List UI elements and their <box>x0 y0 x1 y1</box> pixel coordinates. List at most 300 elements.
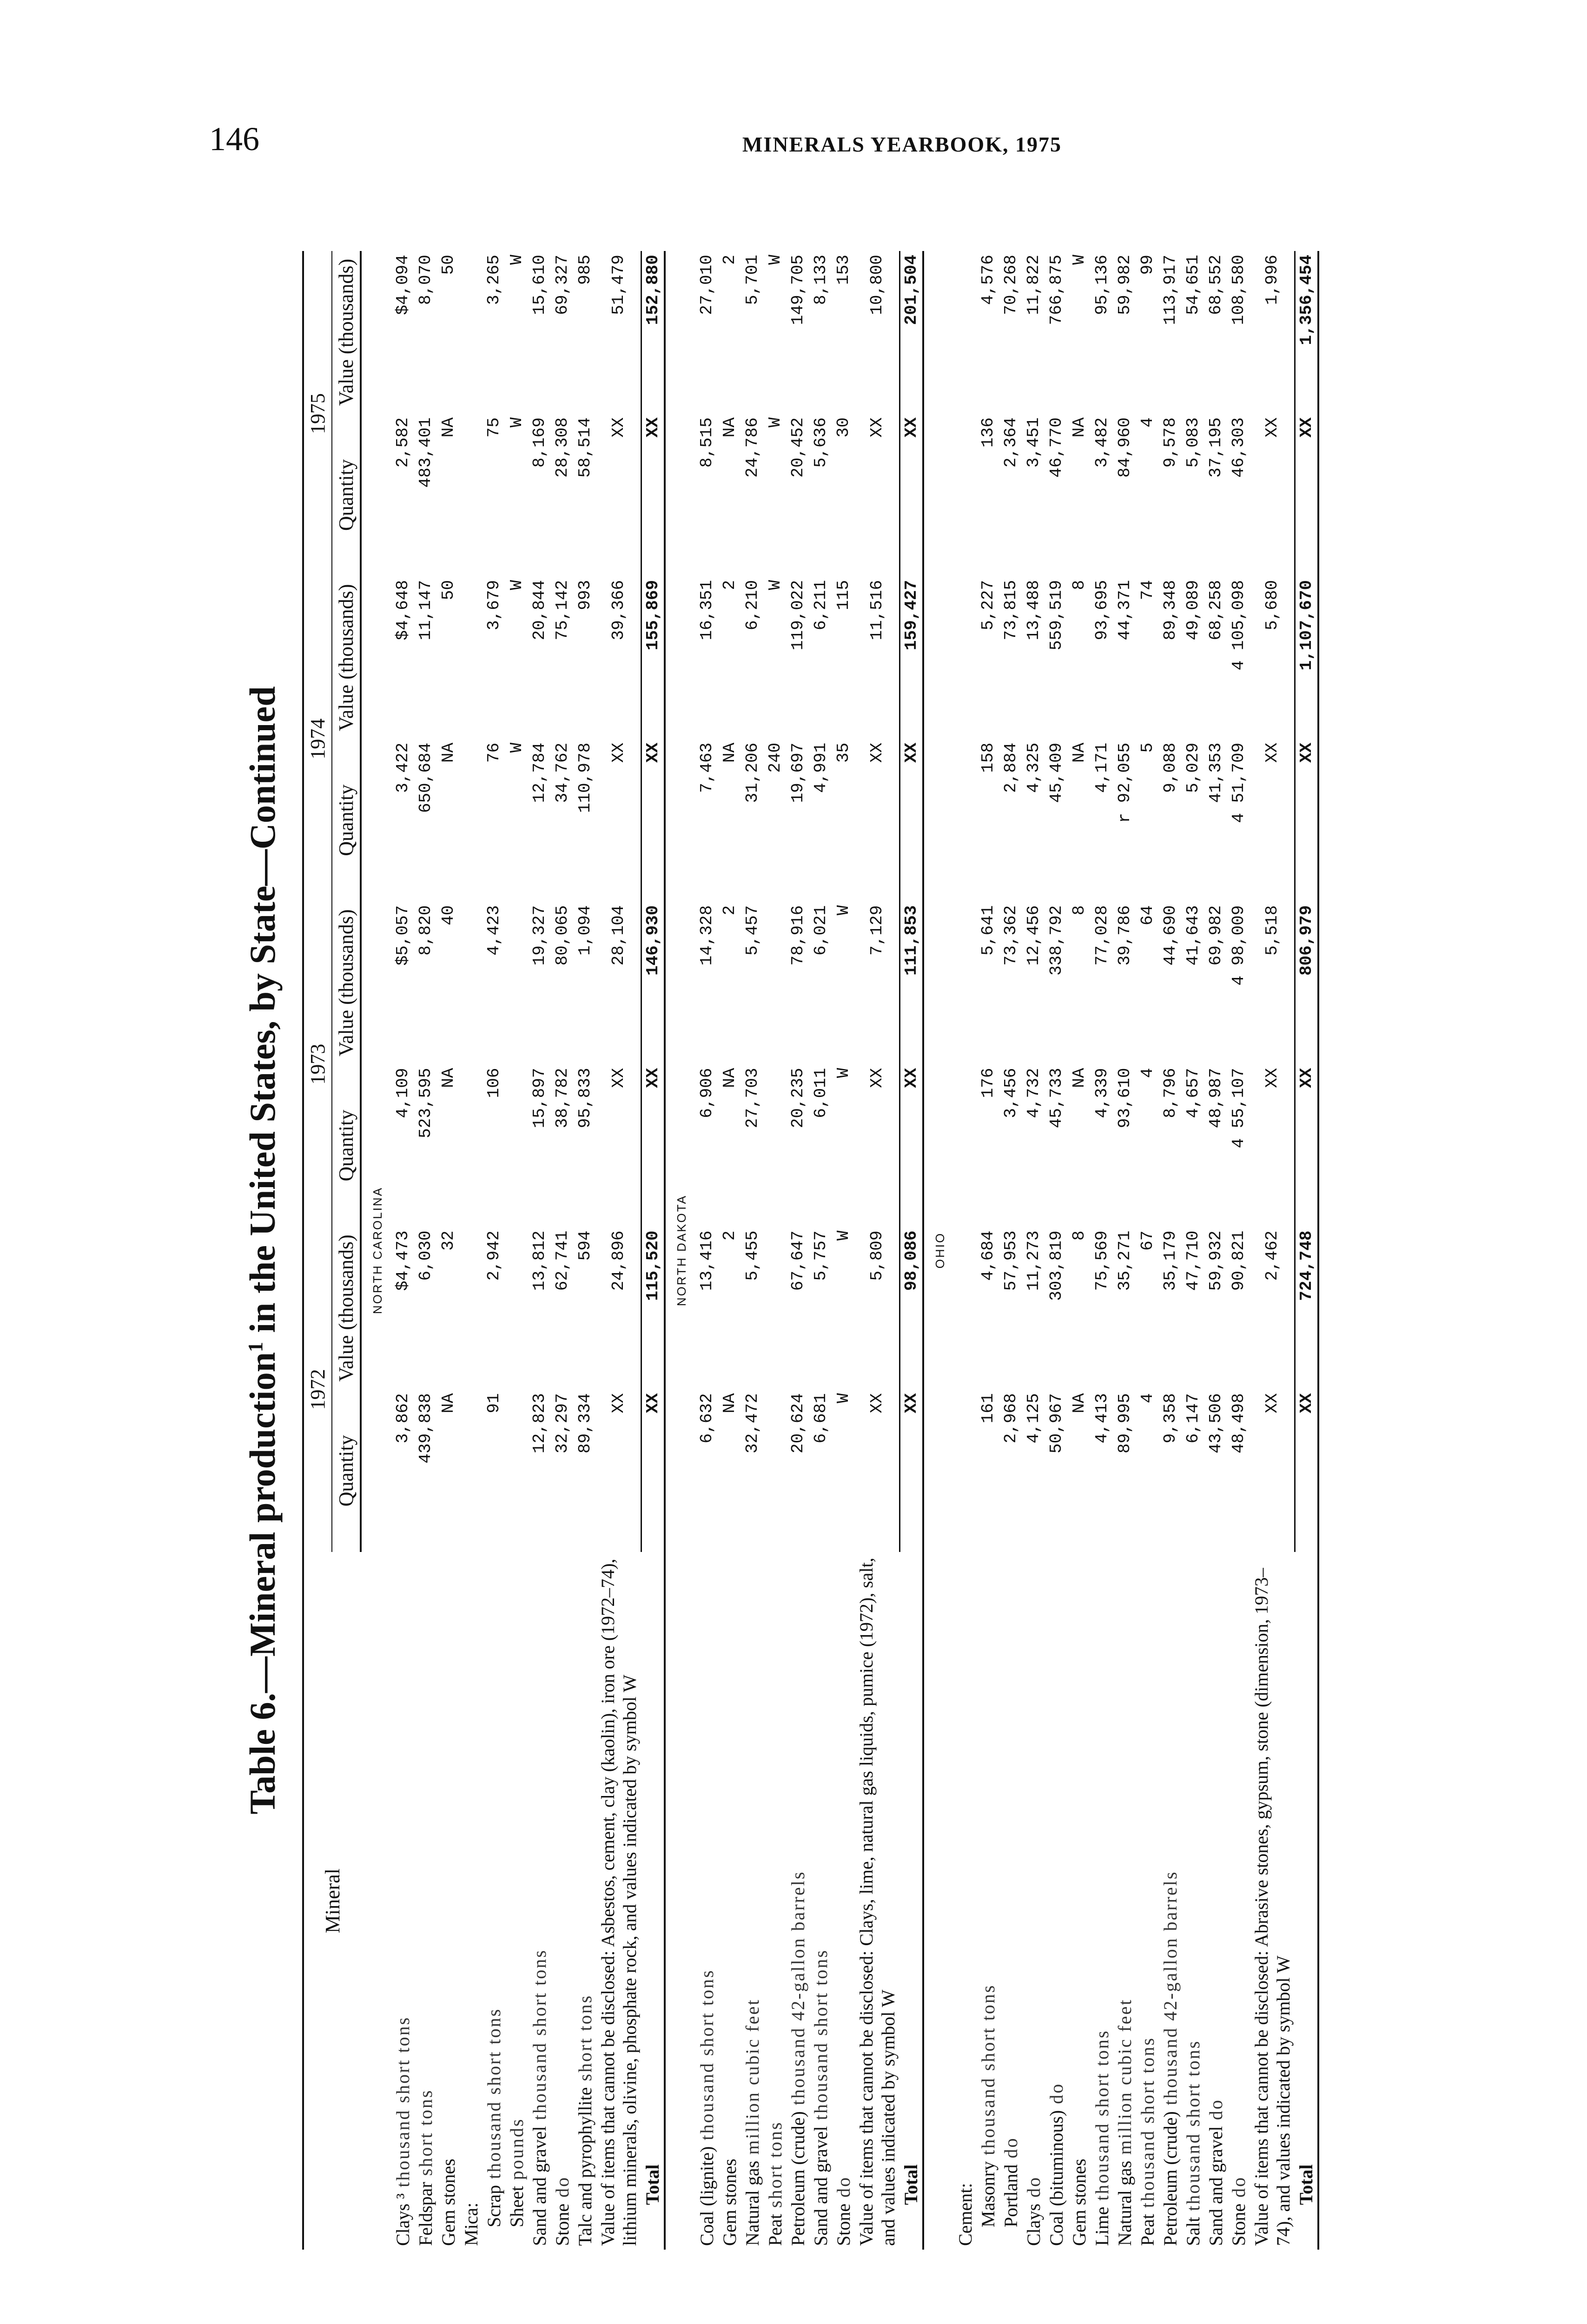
quantity-cell: 240 <box>766 742 785 773</box>
mineral-label <box>1227 1552 1250 2250</box>
mineral-label <box>899 1552 923 2250</box>
value-cell: 303,819 <box>1047 1230 1066 1301</box>
mineral-name: Feldspar <box>415 2182 436 2246</box>
quantity-cell: 4,657 <box>1184 1068 1203 1118</box>
quantity-cell: 20,624 <box>788 1393 807 1453</box>
quantity-cell: 91 <box>484 1393 503 1413</box>
quantity-cell: 161 <box>979 1393 998 1424</box>
quantity-cell <box>460 739 483 902</box>
value-cell: 6,030 <box>416 1230 435 1281</box>
quantity-cell: NA <box>439 417 458 438</box>
quantity-cell: 4,109 <box>393 1068 412 1118</box>
mineral-label <box>954 1552 977 2250</box>
value-cell: W <box>766 580 785 590</box>
mineral-name: Sand and gravel <box>1205 2126 1226 2246</box>
mineral-name: Stone <box>833 2203 854 2246</box>
table-row <box>1113 251 1136 2250</box>
mineral-name: Portland <box>1000 2164 1021 2227</box>
value-cell: 4 105,098 <box>1229 580 1248 671</box>
quantity-cell: 5,029 <box>1184 742 1203 793</box>
value-cell: W <box>507 255 526 265</box>
table-row <box>764 251 787 2250</box>
value-cell: 39,366 <box>608 580 628 640</box>
value-cell: 57,953 <box>1001 1230 1020 1291</box>
quantity-cell <box>954 414 977 576</box>
quantity-cell: 4 <box>1138 1068 1157 1078</box>
quantity-cell: 34,762 <box>553 742 572 803</box>
mineral-name: Sheet <box>506 2186 527 2227</box>
value-cell: 54,651 <box>1184 255 1203 315</box>
quantity-cell: XX <box>1262 1393 1282 1413</box>
value-cell: 19,327 <box>530 905 549 966</box>
quantity-cell: 95,833 <box>575 1068 595 1129</box>
value-cell: 159,427 <box>899 576 923 739</box>
caption-pre: Table 6.—Mineral production <box>242 1352 283 1815</box>
quantity-cell: 5,083 <box>1184 417 1203 468</box>
mineral-name: Lime <box>1091 2206 1112 2246</box>
quantity-cell: 12,823 <box>530 1393 549 1453</box>
quantity-cell: 46,303 <box>1229 417 1248 478</box>
column-header-value: Value (thousands) <box>332 576 361 739</box>
mineral-label <box>1204 1552 1227 2250</box>
mineral-label <box>414 1552 437 2250</box>
mineral-label <box>1182 1552 1204 2250</box>
value-cell: 2,942 <box>484 1230 503 1281</box>
quantity-cell: NA <box>1070 1393 1089 1413</box>
quantity-cell: 110,978 <box>575 742 595 813</box>
unit-label: thousand short tons <box>392 2016 413 2193</box>
quantity-cell: W <box>834 1393 853 1403</box>
value-cell: 73,815 <box>1001 580 1020 640</box>
value-cell: 8,070 <box>416 255 435 305</box>
value-cell: 149,705 <box>788 255 807 325</box>
caption-footnote-mark: 1 <box>244 1342 267 1353</box>
mineral-name: Total <box>642 2164 663 2205</box>
quantity-cell: r 92,055 <box>1115 742 1134 823</box>
table-row <box>1136 251 1159 2250</box>
quantity-cell: W <box>766 417 785 428</box>
mineral-name: Natural gas <box>1114 2160 1135 2246</box>
quantity-cell: 4,339 <box>1092 1068 1111 1118</box>
quantity-cell: 2,582 <box>393 417 412 468</box>
quantity-cell: 31,206 <box>743 742 762 803</box>
quantity-cell: 4 <box>1138 417 1157 428</box>
value-cell: 14,328 <box>697 905 716 966</box>
value-cell: 806,979 <box>1295 902 1318 1064</box>
mineral-name: Talc and pyrophyllite <box>575 2087 595 2246</box>
quantity-cell: NA <box>439 742 458 763</box>
mineral-name: Petroleum (crude) <box>1160 2111 1181 2246</box>
quantity-cell: NA <box>1070 417 1089 438</box>
value-cell: 1,094 <box>575 905 595 956</box>
mineral-label <box>1250 1552 1295 2250</box>
unit-label: pounds <box>506 2118 527 2186</box>
unit-label: thousand short tons <box>1091 2029 1112 2207</box>
value-cell: 41,643 <box>1184 905 1203 966</box>
quantity-cell: 6,011 <box>811 1068 830 1118</box>
state-heading-row <box>665 251 695 2250</box>
mineral-label <box>1022 1552 1045 2250</box>
value-cell: 559,519 <box>1047 580 1066 651</box>
mineral-name: Total <box>1296 2164 1316 2205</box>
value-cell <box>505 1227 528 1389</box>
column-header-value: Value (thousands) <box>332 902 361 1064</box>
quantity-cell: 37,195 <box>1206 417 1225 478</box>
table-caption <box>242 251 284 2250</box>
value-cell: 594 <box>575 1230 595 1261</box>
quantity-cell <box>764 1389 787 1552</box>
quantity-cell: 32,472 <box>743 1393 762 1453</box>
value-cell: 35,271 <box>1115 1230 1134 1291</box>
value-cell: 724,748 <box>1295 1227 1318 1389</box>
value-cell: 59,932 <box>1206 1230 1225 1291</box>
quantity-cell: XX <box>867 1393 886 1413</box>
quantity-cell: XX <box>641 739 665 902</box>
mineral-name: Value of items that cannot be disclosed: Abrasive stones, gypsum, stone (dimension, 1973–74), and values indicated by symbol W <box>1251 1568 1294 2246</box>
value-cell: 93,695 <box>1092 580 1111 640</box>
state-heading: OHIO <box>932 1232 947 1269</box>
quantity-cell: 5,636 <box>811 417 830 468</box>
value-cell: 1,356,454 <box>1295 251 1318 414</box>
quantity-cell: NA <box>439 1068 458 1088</box>
value-cell: 62,741 <box>553 1230 572 1291</box>
value-cell: 766,875 <box>1047 255 1066 325</box>
quantity-cell: 8,796 <box>1161 1068 1180 1118</box>
quantity-cell <box>764 1064 787 1227</box>
unit-label: thousand short tons <box>978 1984 998 2161</box>
quantity-cell: 9,358 <box>1161 1393 1180 1444</box>
quantity-cell: XX <box>1262 1068 1282 1088</box>
value-cell: 11,516 <box>867 580 886 640</box>
mineral-label <box>1113 1552 1136 2250</box>
quantity-cell: 38,782 <box>553 1068 572 1129</box>
value-cell: 6,210 <box>743 580 762 630</box>
quantity-cell: 439,838 <box>416 1393 435 1464</box>
quantity-cell: 35 <box>834 742 853 763</box>
state-heading-row <box>361 251 391 2250</box>
value-cell: 13,812 <box>530 1230 549 1291</box>
value-cell <box>954 576 977 739</box>
value-cell: 35,179 <box>1161 1230 1180 1291</box>
unit-label: do <box>1205 2099 1226 2126</box>
value-cell: W <box>766 255 785 265</box>
mineral-name: Stone <box>552 2203 573 2246</box>
unit-label: thousand short tons <box>529 1949 550 2126</box>
table-row <box>528 251 551 2250</box>
column-header-quantity: Quantity <box>332 1064 361 1227</box>
quantity-cell <box>954 1389 977 1552</box>
value-cell: 12,456 <box>1024 905 1043 966</box>
quantity-cell: 158 <box>979 742 998 773</box>
quantity-cell: 3,862 <box>393 1393 412 1444</box>
total-row <box>899 251 923 2250</box>
quantity-cell: XX <box>608 417 628 438</box>
value-cell: 5,701 <box>743 255 762 305</box>
table-row <box>741 251 764 2250</box>
value-cell: 24,896 <box>608 1230 628 1291</box>
mineral-label <box>832 1552 855 2250</box>
mineral-name: Stone <box>1228 2203 1249 2246</box>
quantity-cell: 4 51,709 <box>1229 742 1248 823</box>
unit-label: do <box>1228 2176 1249 2204</box>
column-header-mineral: Mineral <box>303 1552 361 2250</box>
quantity-cell: 6,906 <box>697 1068 716 1118</box>
mineral-name: Gem stones <box>1069 2159 1090 2246</box>
quantity-cell: 7,463 <box>697 742 716 793</box>
mineral-name: Mica: <box>461 2202 482 2246</box>
quantity-cell: 27,703 <box>743 1068 762 1129</box>
quantity-cell: NA <box>720 417 739 438</box>
mineral-label <box>855 1552 899 2250</box>
quantity-cell: 24,786 <box>743 417 762 478</box>
unit-label: million cubic feet <box>742 1998 763 2161</box>
table-row <box>1182 251 1204 2250</box>
quantity-cell <box>954 739 977 902</box>
quantity-cell: 15,897 <box>530 1068 549 1129</box>
value-cell: 67 <box>1138 1230 1157 1251</box>
table-row <box>1045 251 1068 2250</box>
table-row <box>391 251 414 2250</box>
quantity-cell: 48,498 <box>1229 1393 1248 1453</box>
quantity-cell: XX <box>867 417 886 438</box>
unit-label: thousand short tons <box>1137 2037 1158 2214</box>
mineral-label <box>718 1552 741 2250</box>
state-heading: NORTH CAROLINA <box>370 1186 384 1314</box>
caption-post: in the United States, by State—Continued <box>242 686 283 1342</box>
value-cell: 32 <box>439 1230 458 1251</box>
mineral-name: Clays <box>1023 2203 1044 2246</box>
unit-label: do <box>1023 2176 1044 2204</box>
value-cell: 10,800 <box>867 255 886 315</box>
table-row <box>1022 251 1045 2250</box>
quantity-cell <box>460 414 483 576</box>
quantity-cell: 4,413 <box>1092 1393 1111 1444</box>
quantity-cell: 2,884 <box>1001 742 1020 793</box>
value-cell: 2,462 <box>1262 1230 1282 1281</box>
table-row <box>1159 251 1182 2250</box>
table-row <box>1227 251 1250 2250</box>
unit-label: thousand short tons <box>810 1949 831 2126</box>
table-row <box>832 251 855 2250</box>
value-cell: 73,362 <box>1001 905 1020 966</box>
value-cell: 5,680 <box>1262 580 1282 630</box>
value-cell <box>954 902 977 1064</box>
column-header-year: 1972 <box>303 1227 332 1552</box>
mineral-name: Coal (lignite) <box>696 2146 717 2246</box>
value-cell: 68,258 <box>1206 580 1225 640</box>
table-row <box>787 251 809 2250</box>
quantity-cell: 176 <box>979 1068 998 1098</box>
quantity-cell: 45,409 <box>1047 742 1066 803</box>
quantity-cell: 4,991 <box>811 742 830 793</box>
quantity-cell: XX <box>899 1064 923 1227</box>
value-cell: 1,996 <box>1262 255 1282 305</box>
value-cell: 2 <box>720 580 739 590</box>
column-header-value: Value (thousands) <box>332 251 361 414</box>
value-cell: 59,982 <box>1115 255 1134 315</box>
mineral-name: Peat <box>1137 2214 1158 2246</box>
value-cell: 70,268 <box>1001 255 1020 315</box>
quantity-cell: NA <box>720 1393 739 1413</box>
unit-label: short tons <box>415 2089 436 2182</box>
mineral-label <box>437 1552 460 2250</box>
value-cell <box>460 576 483 739</box>
mineral-label <box>741 1552 764 2250</box>
quantity-cell: 50,967 <box>1047 1393 1066 1453</box>
value-cell: 98,086 <box>899 1227 923 1389</box>
unit-label: short tons <box>765 2121 786 2214</box>
quantity-cell: 106 <box>484 1068 503 1098</box>
quantity-cell: XX <box>867 1068 886 1088</box>
mineral-name: Peat <box>765 2214 786 2246</box>
quantity-cell: 43,506 <box>1206 1393 1225 1453</box>
value-cell: 119,022 <box>788 580 807 651</box>
table-row <box>1068 251 1091 2250</box>
value-cell: 152,880 <box>641 251 665 414</box>
state-heading: NORTH DAKOTA <box>674 1194 688 1307</box>
mineral-label <box>596 1552 641 2250</box>
mineral-label <box>391 1552 414 2250</box>
quantity-cell <box>460 1064 483 1227</box>
value-cell: 8,133 <box>811 255 830 305</box>
value-cell: 108,580 <box>1229 255 1248 325</box>
quantity-cell: 28,308 <box>553 417 572 478</box>
quantity-cell: XX <box>867 742 886 763</box>
value-cell: 69,982 <box>1206 905 1225 966</box>
table-row <box>596 251 641 2250</box>
quantity-cell: NA <box>720 1068 739 1088</box>
column-header-year: 1975 <box>303 251 332 576</box>
mineral-name: Masonry <box>978 2161 998 2227</box>
value-cell: $4,648 <box>393 580 412 640</box>
value-cell: 11,273 <box>1024 1230 1043 1291</box>
table-row <box>1250 251 1295 2250</box>
quantity-cell: 75 <box>484 417 503 438</box>
mineral-production-table <box>302 251 1319 2250</box>
quantity-cell: 4 55,107 <box>1229 1068 1248 1149</box>
value-cell: 113,917 <box>1161 255 1180 325</box>
quantity-cell: XX <box>1295 414 1318 576</box>
mineral-label <box>1159 1552 1182 2250</box>
value-cell: 338,792 <box>1047 905 1066 976</box>
value-cell: 146,930 <box>641 902 665 1064</box>
quantity-cell: XX <box>1262 742 1282 763</box>
quantity-cell: NA <box>1070 742 1089 763</box>
value-cell <box>460 1227 483 1389</box>
value-cell <box>460 902 483 1064</box>
state-heading-row <box>923 251 954 2250</box>
value-cell: 49,089 <box>1184 580 1203 640</box>
value-cell: 155,869 <box>641 576 665 739</box>
table-row <box>809 251 832 2250</box>
table-row <box>1204 251 1227 2250</box>
column-header-value: Value (thousands) <box>332 1227 361 1389</box>
mineral-name: Cement: <box>955 2183 976 2246</box>
mineral-label <box>999 1552 1022 2250</box>
rotated-table-block <box>242 251 1580 2250</box>
table-row <box>574 251 596 2250</box>
value-cell: 3,265 <box>484 255 503 305</box>
table-row <box>695 251 718 2250</box>
value-cell: 8 <box>1070 1230 1089 1241</box>
quantity-cell: W <box>507 742 526 753</box>
value-cell: 5,227 <box>979 580 998 630</box>
quantity-cell: XX <box>608 742 628 763</box>
value-cell <box>764 902 787 1064</box>
value-cell: 11,147 <box>416 580 435 640</box>
quantity-cell: NA <box>439 1393 458 1413</box>
quantity-cell: 5 <box>1138 742 1157 753</box>
quantity-cell <box>460 1389 483 1552</box>
value-cell: 15,610 <box>530 255 549 315</box>
mineral-label <box>809 1552 832 2250</box>
value-cell: 69,327 <box>553 255 572 315</box>
value-cell <box>954 251 977 414</box>
value-cell: 20,844 <box>530 580 549 640</box>
value-cell: 7,129 <box>867 905 886 956</box>
value-cell: 13,488 <box>1024 580 1043 640</box>
value-cell: 77,028 <box>1092 905 1111 966</box>
value-cell: 68,552 <box>1206 255 1225 315</box>
value-cell <box>505 902 528 1064</box>
mineral-label <box>1091 1552 1113 2250</box>
value-cell: 11,822 <box>1024 255 1043 315</box>
value-cell: 1,107,670 <box>1295 576 1318 739</box>
value-cell: 99 <box>1138 255 1157 275</box>
quantity-cell: 2,968 <box>1001 1393 1020 1444</box>
quantity-cell: 4,732 <box>1024 1068 1043 1118</box>
running-head: MINERALS YEARBOOK, 1975 <box>742 132 1062 156</box>
unit-label: million cubic feet <box>1114 1998 1135 2161</box>
quantity-cell: XX <box>1295 1064 1318 1227</box>
column-header-year: 1973 <box>303 902 332 1227</box>
value-cell: 4,423 <box>484 905 503 956</box>
value-cell: 44,371 <box>1115 580 1134 640</box>
value-cell: 6,211 <box>811 580 830 630</box>
mineral-label <box>787 1552 809 2250</box>
value-cell: 201,504 <box>899 251 923 414</box>
quantity-cell: 30 <box>834 417 853 438</box>
total-row <box>641 251 665 2250</box>
mineral-label <box>574 1552 596 2250</box>
quantity-cell: XX <box>1295 739 1318 902</box>
value-cell: 27,010 <box>697 255 716 315</box>
value-cell: 5,455 <box>743 1230 762 1281</box>
table-row <box>483 251 505 2250</box>
mineral-label <box>505 1552 528 2250</box>
quantity-cell: XX <box>899 414 923 576</box>
mineral-name: Gem stones <box>719 2159 740 2246</box>
column-header-quantity: Quantity <box>332 414 361 576</box>
mineral-name: Value of items that cannot be disclosed: Asbestos, cement, clay (kaolin), iron ore (1972–74), lithium minerals, olivine, phosphate rock, and values indicated by symbol W <box>597 1558 640 2246</box>
mineral-name: Sand and gravel <box>810 2126 831 2246</box>
mineral-name: Salt <box>1183 2217 1203 2246</box>
mineral-name: Sand and gravel <box>529 2126 550 2246</box>
mineral-name: Natural gas <box>742 2160 763 2246</box>
value-cell: 13,416 <box>697 1230 716 1291</box>
quantity-cell: 19,697 <box>788 742 807 803</box>
quantity-cell: XX <box>608 1068 628 1088</box>
quantity-cell: 8,169 <box>530 417 549 468</box>
value-cell: 75,142 <box>553 580 572 640</box>
quantity-cell <box>505 1389 528 1552</box>
value-cell: 2 <box>720 255 739 265</box>
quantity-cell: 4,125 <box>1024 1393 1043 1444</box>
value-cell: 50 <box>439 255 458 275</box>
value-cell: 67,647 <box>788 1230 807 1291</box>
quantity-cell: NA <box>1070 1068 1089 1088</box>
mineral-name: Coal (bituminous) <box>1046 2110 1067 2246</box>
